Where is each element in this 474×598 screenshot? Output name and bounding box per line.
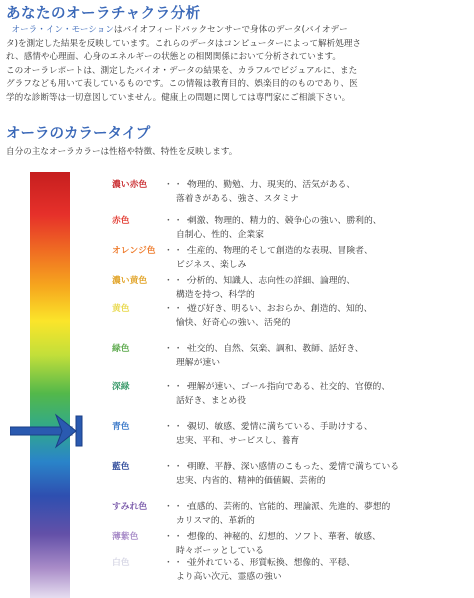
color-entry xyxy=(112,460,399,488)
intro-line-2: タ)を測定した結果を反映しています。これらのデータはコンピューターによって解析処理さ xyxy=(6,38,362,49)
color-entry-row xyxy=(112,420,373,434)
arrow-marker-icon xyxy=(10,412,90,450)
color-entry-row xyxy=(112,530,381,544)
leader-dots: ・・・ xyxy=(164,246,194,256)
color-description-line-1: 分析的、知識人、志向性の詳細、論理的、 xyxy=(188,276,356,286)
color-entry-row xyxy=(112,342,364,356)
leader-dots: ・・・ xyxy=(164,558,194,568)
color-description-line-1: 理解が速い、ゴール指向である、社交的、官僚的、 xyxy=(188,382,391,392)
color-entry xyxy=(112,500,390,528)
color-entry xyxy=(112,380,390,408)
color-description-line-2: 忠実、平和、サービスし、養育 xyxy=(176,436,300,446)
leader-dots: ・・・ xyxy=(164,422,194,432)
color-entry-row xyxy=(112,460,399,474)
color-name: 深緑 xyxy=(112,382,130,392)
color-description-line-1: 物理的、勤勉、力、現実的、活気がある、 xyxy=(188,180,356,190)
color-name: 赤色 xyxy=(112,216,130,226)
color-name: 濃い黄色 xyxy=(112,276,148,286)
color-description-line-2: 自制心、性的、企業家 xyxy=(176,230,264,240)
color-description-line-2: 理解が速い xyxy=(176,358,220,368)
color-description-line-2: 時々ボーッとしている xyxy=(176,546,264,556)
color-description-line-2: ビジネス、楽しみ xyxy=(176,260,247,270)
leader-dots: ・・・ xyxy=(164,276,194,286)
leader-dots: ・・・ xyxy=(164,304,194,314)
color-entry xyxy=(112,530,381,558)
color-description-line-1: 遊び好き、明るい、おおらか、創造的、知的、 xyxy=(188,304,373,314)
color-description-line-1: 並外れている、形質転換、想像的、平穏、 xyxy=(188,558,356,568)
color-description-line-2: より高い次元、霊感の強い xyxy=(176,572,282,582)
color-description-line-2: 愉快、好奇心の強い、活発的 xyxy=(176,318,291,328)
leader-dots: ・・・ xyxy=(164,180,194,190)
leader-dots: ・・・ xyxy=(164,502,194,512)
color-entry xyxy=(112,178,355,206)
color-entry xyxy=(112,342,364,370)
aura-color-spectrum-bar xyxy=(30,172,70,598)
color-description-line-2: カリスマ的、革新的 xyxy=(176,516,255,526)
color-description-line-1: 生産的、物理的そして創造的な表現、冒険者、 xyxy=(188,246,373,256)
color-name: 白色 xyxy=(112,558,130,568)
color-entry-row xyxy=(112,302,372,316)
leader-dots: ・・・ xyxy=(164,532,194,542)
intro-highlight: オーラ・イン・モーション xyxy=(11,25,114,35)
intro-line-4: このオーラレポートは、測定したバイオ・データの結果を、カラフルでビジュアルに、また xyxy=(6,65,358,76)
color-description-line-1: 想像的、神秘的、幻想的、ソフト、華奢、敏感、 xyxy=(188,532,381,542)
color-description-line-1: 社交的、自然、気楽、調和、教師、話好き、 xyxy=(188,344,364,354)
color-description-line-2: 構造を持つ、科学的 xyxy=(176,290,255,300)
color-entry xyxy=(112,556,355,584)
leader-dots: ・・・ xyxy=(164,462,194,472)
color-entry xyxy=(112,214,382,242)
color-entry-row xyxy=(112,178,355,192)
color-name: 薄紫色 xyxy=(112,532,139,542)
intro-line-1: はバイオフィードバックセンサーで身体のデータ(バイオデー xyxy=(113,25,348,35)
color-name: 藍色 xyxy=(112,462,130,472)
leader-dots: ・・・ xyxy=(164,344,194,354)
intro-line-3: れ、感情や心理面、心身のエネルギーの状態との相関関係において分析されています。 xyxy=(6,52,341,63)
color-description-line-1: 刺激、物理的、精力的、競争心の強い、勝利的、 xyxy=(188,216,382,226)
color-entry-row xyxy=(112,214,382,228)
color-entry xyxy=(112,274,355,302)
color-name: 濃い赤色 xyxy=(112,180,148,190)
color-description-line-2: 落着きがある、強さ、スタミナ xyxy=(176,194,299,204)
color-name: 青色 xyxy=(112,422,130,432)
color-entry xyxy=(112,420,373,448)
leader-dots: ・・・ xyxy=(164,382,194,392)
intro-paragraph xyxy=(6,24,468,106)
color-name: オレンジ色 xyxy=(112,246,156,256)
intro-line-6: 学的な診断等は一切意図していません。健康上の問題に関しては専門家にご相談下さい。 xyxy=(6,92,351,103)
leader-dots: ・・・ xyxy=(164,216,194,226)
page-title: あなたのオーラチャクラ分析 xyxy=(6,6,201,22)
color-name: 緑色 xyxy=(112,344,130,354)
color-description-line-1: 親切、敏感、愛情に満ちている、手助けする、 xyxy=(188,422,373,432)
color-entry-row xyxy=(112,244,373,258)
color-description-line-2: 話好き、まとめ役 xyxy=(176,396,247,406)
color-name: 黄色 xyxy=(112,304,130,314)
color-description-line-1: 直感的、芸術的、官能的、理論派、先進的、夢想的 xyxy=(188,502,391,512)
color-entry-row xyxy=(112,500,390,514)
color-entry-row xyxy=(112,380,390,394)
color-entry xyxy=(112,302,372,330)
color-name: すみれ色 xyxy=(112,502,148,512)
color-entry-row xyxy=(112,556,355,570)
color-entry-row xyxy=(112,274,355,288)
section-title: オーラのカラータイプ xyxy=(6,126,151,142)
color-entry xyxy=(112,244,373,272)
intro-line-5: グラフなども用いて表しているものです。この情報は教育目的、娯楽目的のものであり、医 xyxy=(6,79,358,90)
color-description-line-1: 明瞭、平静、深い感情のこもった、愛情で満ちている xyxy=(188,462,400,472)
section-subtitle: 自分の主なオーラカラーは性格や特徴、特性を反映します。 xyxy=(6,147,238,157)
color-description-line-2: 忠実、内省的、精神的価値観、芸術的 xyxy=(176,476,326,486)
